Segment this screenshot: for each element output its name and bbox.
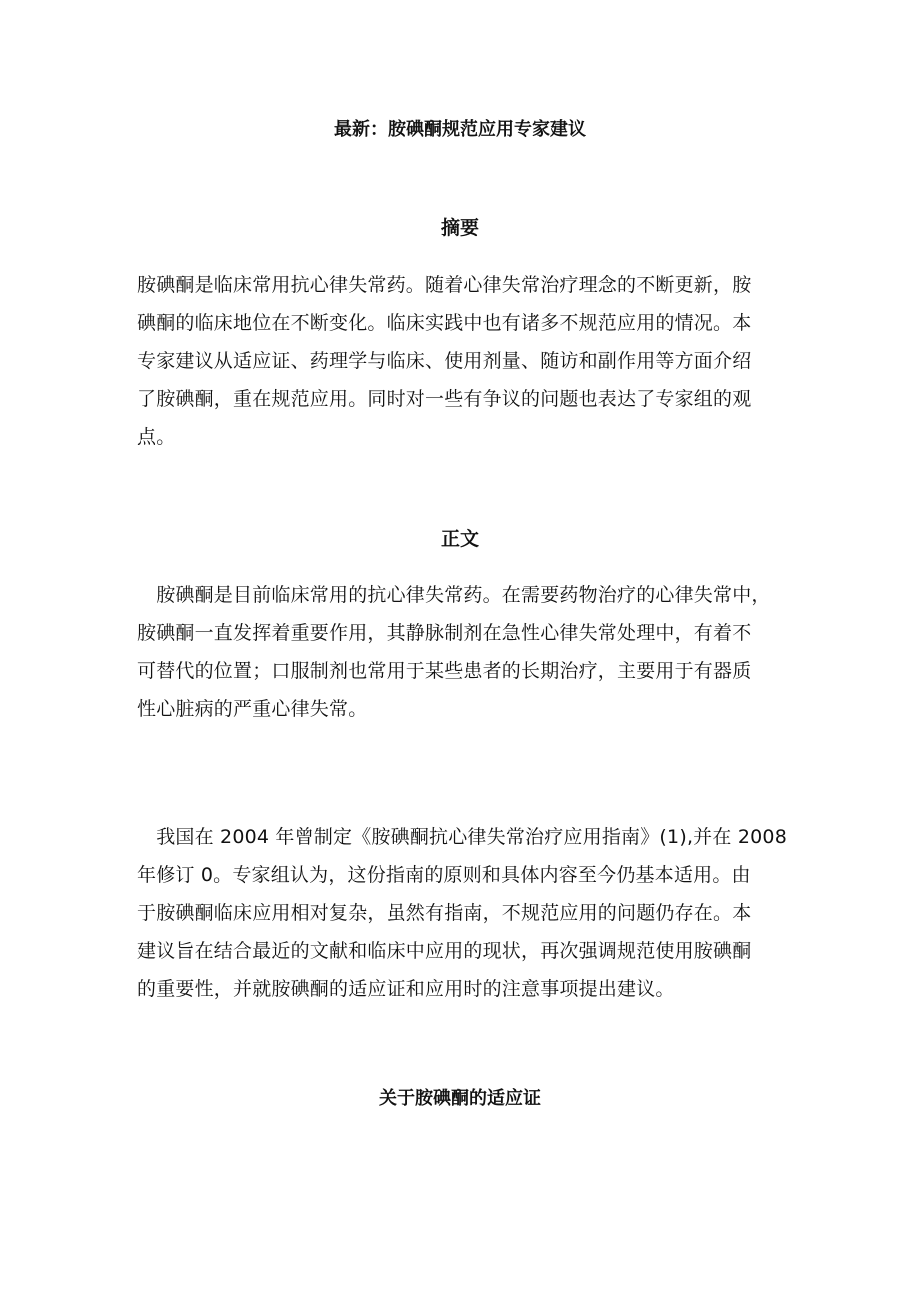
text-line: 了胺碘酮，重在规范应用。同时对一些有争议的问题也表达了专家组的观 [137, 388, 752, 410]
section-heading-body: 正文 [440, 528, 479, 550]
abstract-paragraph [137, 271, 797, 461]
body-paragraph-2 [137, 823, 797, 1013]
text-line: 专家建议从适应证、药理学与临床、使用剂量、随访和副作用等方面介绍 [137, 350, 752, 372]
text-line: 性心脏病的严重心律失常。 [137, 698, 368, 720]
document-title: 最新：胺碘酮规范应用专家建议 [334, 119, 586, 140]
text-line: 的重要性，并就胺碘酮的适应证和应用时的注意事项提出建议。 [137, 978, 675, 1000]
section-heading-indications: 关于胺碘酮的适应证 [379, 1088, 541, 1109]
text-line: 点。 [137, 426, 176, 448]
text-line: 胺碘酮一直发挥着重要作用，其静脉制剂在急性心律失常处理中，有着不 [137, 622, 752, 644]
body-paragraph-1 [137, 581, 797, 733]
text-line: 可替代的位置；口服制剂也常用于某些患者的长期治疗，主要用于有器质 [137, 660, 752, 682]
text-line: 碘酮的临床地位在不断变化。临床实践中也有诸多不规范应用的情况。本 [137, 312, 752, 334]
text-line: 胺碘酮是目前临床常用的抗心律失常药。在需要药物治疗的心律失常中， [137, 584, 771, 606]
text-line: 年修订 0。专家组认为，这份指南的原则和具体内容至今仍基本适用。由 [137, 864, 751, 886]
section-heading-abstract: 摘要 [440, 217, 479, 239]
text-line: 于胺碘酮临床应用相对复杂，虽然有指南，不规范应用的问题仍存在。本 [137, 902, 752, 924]
text-line: 我国在 2004 年曾制定《胺碘酮抗心律失常治疗应用指南》(1),并在 2008 [137, 826, 787, 848]
text-line: 胺碘酮是临床常用抗心律失常药。随着心律失常治疗理念的不断更新，胺 [137, 274, 752, 296]
text-line: 建议旨在结合最近的文献和临床中应用的现状，再次强调规范使用胺碘酮 [137, 940, 752, 962]
